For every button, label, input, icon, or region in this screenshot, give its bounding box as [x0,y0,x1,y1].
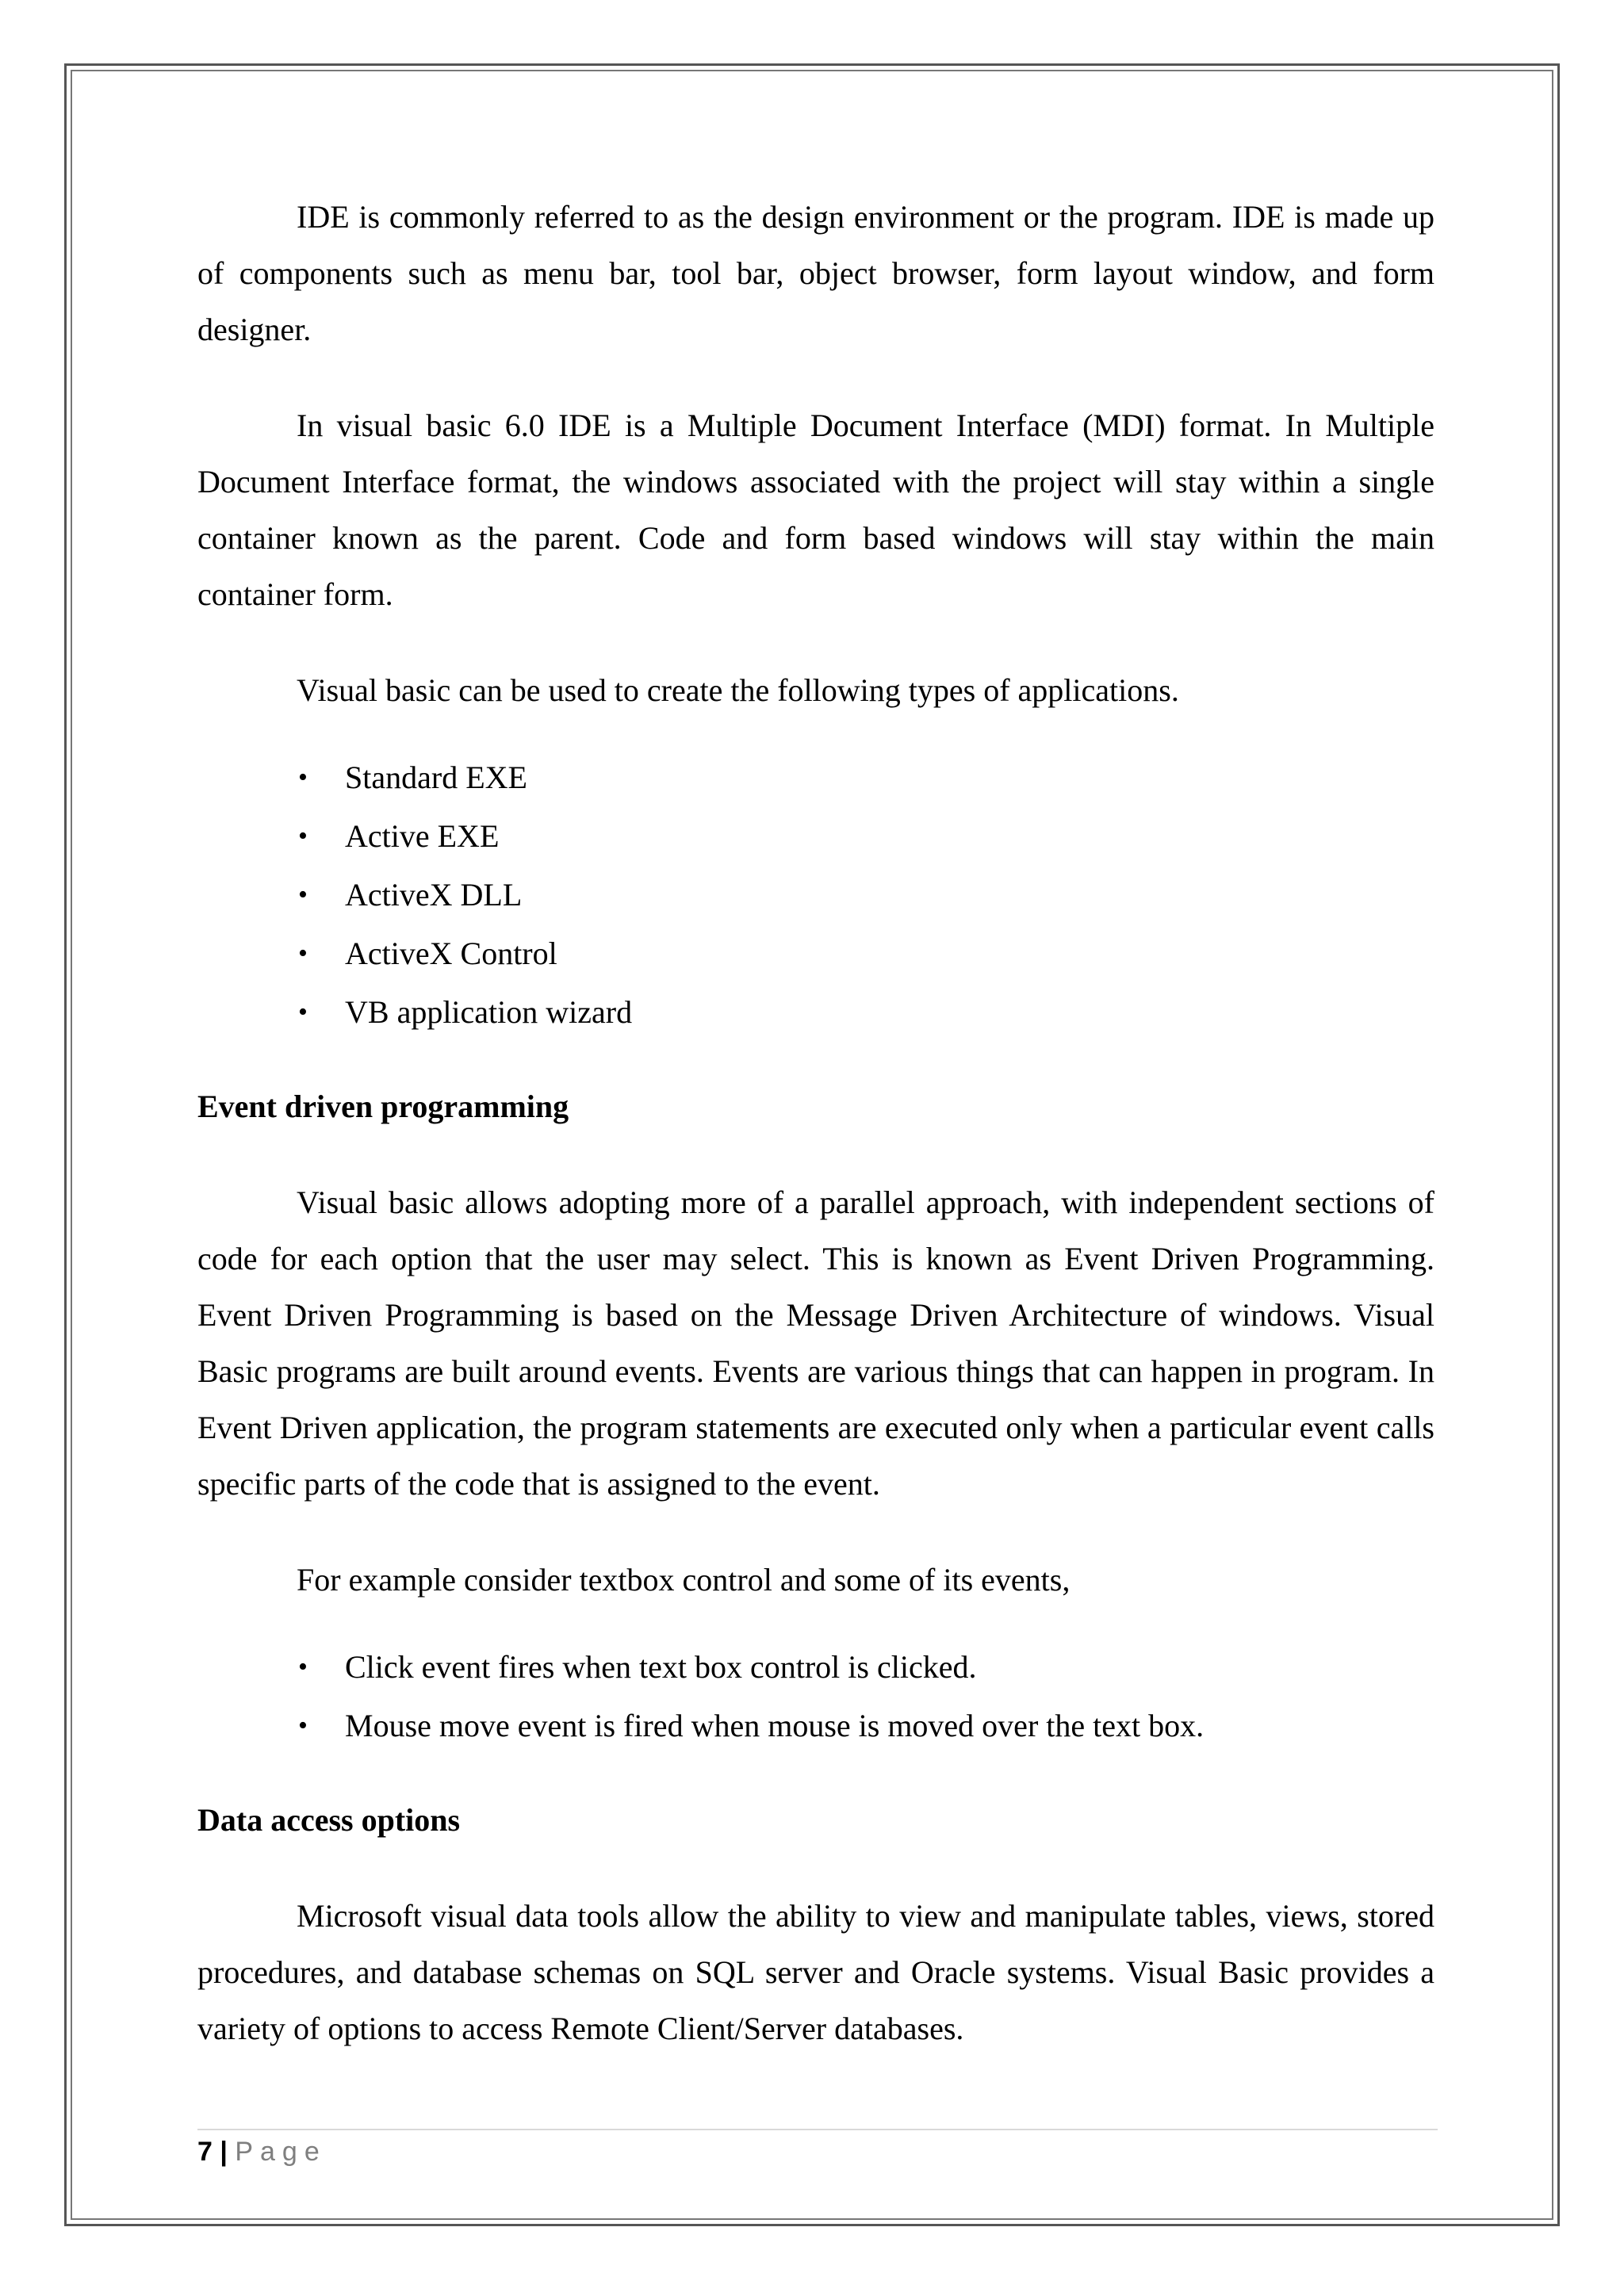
bullet-icon: • [298,997,308,1027]
footer-separator: | [220,2137,228,2167]
textbox-events-list [197,1638,1434,1755]
bullet-icon: • [298,880,308,909]
page-label: Page [235,2137,327,2167]
bullet-icon: • [298,1711,308,1740]
paragraph-ide-intro: IDE is commonly referred to as the design environment or the program. IDE is made up of components such as menu bar, tool bar, object browser, form layout window, and form designer. [197,199,1434,347]
page-number: 7 [197,2137,213,2167]
paragraph-mdi: In visual basic 6.0 IDE is a Multiple Document Interface (MDI) format. In Multiple Document Interface format, the windows associated with the project will stay within a single container known as the parent. Code and form based windows will stay within the main container form. [197,408,1434,612]
heading-data-access: Data access options [197,1802,461,1838]
list-item: • ActiveX DLL [197,866,1434,924]
app-types-list [197,748,1434,1042]
list-item: • Mouse move event is fired when mouse is moved over the text box. [197,1697,1434,1755]
page-body [197,189,1434,2096]
page-footer [197,2134,327,2169]
paragraph-data-access: Microsoft visual data tools allow the ability to view and manipulate tables, views, stored procedures, and database schemas on SQL server and Oracle systems. Visual Basic provides a variety of options to access Remote Client/Server databases. [197,1898,1434,2046]
list-item: • ActiveX Control [197,924,1434,983]
paragraph-event-driven: Visual basic allows adopting more of a parallel approach, with independent sections of code for each option that the user may select. This is known as Event Driven Programming. Event Driven Programming is based on the Message Driven Architecture of windows. Visual Basic programs are built around events. Events are various things that can happen in program. In Event Driven application, the program statements are executed only when a particular event calls specific parts of the code that is assigned to the event. [197,1184,1434,1502]
bullet-icon: • [298,763,308,792]
bullet-icon: • [298,939,308,968]
heading-event-driven: Event driven programming [197,1089,569,1124]
footer-divider [197,2129,1438,2130]
bullet-icon: • [298,1652,308,1682]
paragraph-textbox-example: For example consider textbox control and some of its events, [297,1562,1071,1598]
list-item: • Active EXE [197,807,1434,866]
list-item: • Standard EXE [197,748,1434,807]
bullet-icon: • [298,821,308,851]
list-item: • Click event fires when text box control is clicked. [197,1638,1434,1697]
list-item: • VB application wizard [197,983,1434,1042]
paragraph-app-types-intro: Visual basic can be used to create the following types of applications. [297,672,1179,708]
